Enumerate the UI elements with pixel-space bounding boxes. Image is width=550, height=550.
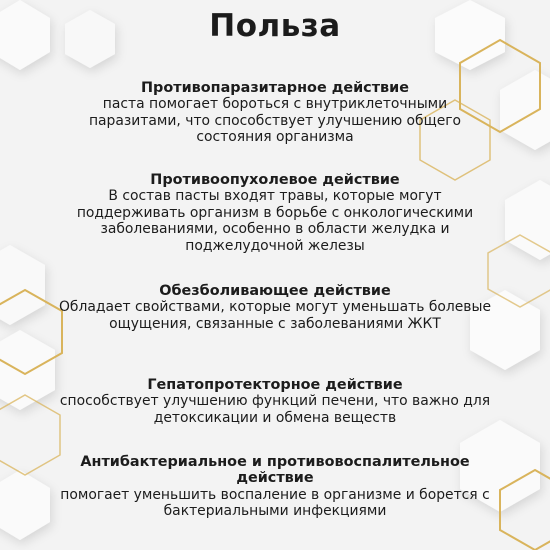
page-title: Польза bbox=[209, 8, 341, 44]
benefit-section bbox=[55, 80, 495, 146]
benefit-section bbox=[55, 172, 495, 254]
benefit-section bbox=[55, 454, 495, 520]
benefit-heading: Гепатопротекторное действие bbox=[147, 377, 403, 393]
benefit-heading: Противопаразитарное действие bbox=[141, 80, 409, 96]
benefit-description: способствует улучшению функций печени, что важно для детоксикации и обмена веществ bbox=[59, 393, 491, 426]
benefit-description: паста помогает бороться с внутриклеточными паразитами, что способствует улучшению общего состояния организма bbox=[88, 96, 462, 146]
benefit-section bbox=[55, 377, 495, 426]
benefit-description: помогает уменьшить воспаление в организме и борется с бактериальными инфекциями bbox=[60, 486, 490, 520]
benefit-heading: Обезболивающее действие bbox=[159, 283, 391, 299]
benefit-description: Обладает свойствами, которые могут уменьшать болевые ощущения, связанные с заболеваниями ЖКТ bbox=[58, 299, 492, 332]
benefit-heading: Противоопухолевое действие bbox=[150, 172, 400, 188]
benefit-section bbox=[55, 283, 495, 332]
benefit-heading: Антибактериальное и противовоспалительное действие bbox=[80, 454, 470, 487]
benefit-description: В состав пасты входят травы, которые могут поддерживать организм в борьбе с онкологическими заболеваниями, особенно в области желудка и поджелудочной железы bbox=[76, 188, 474, 254]
